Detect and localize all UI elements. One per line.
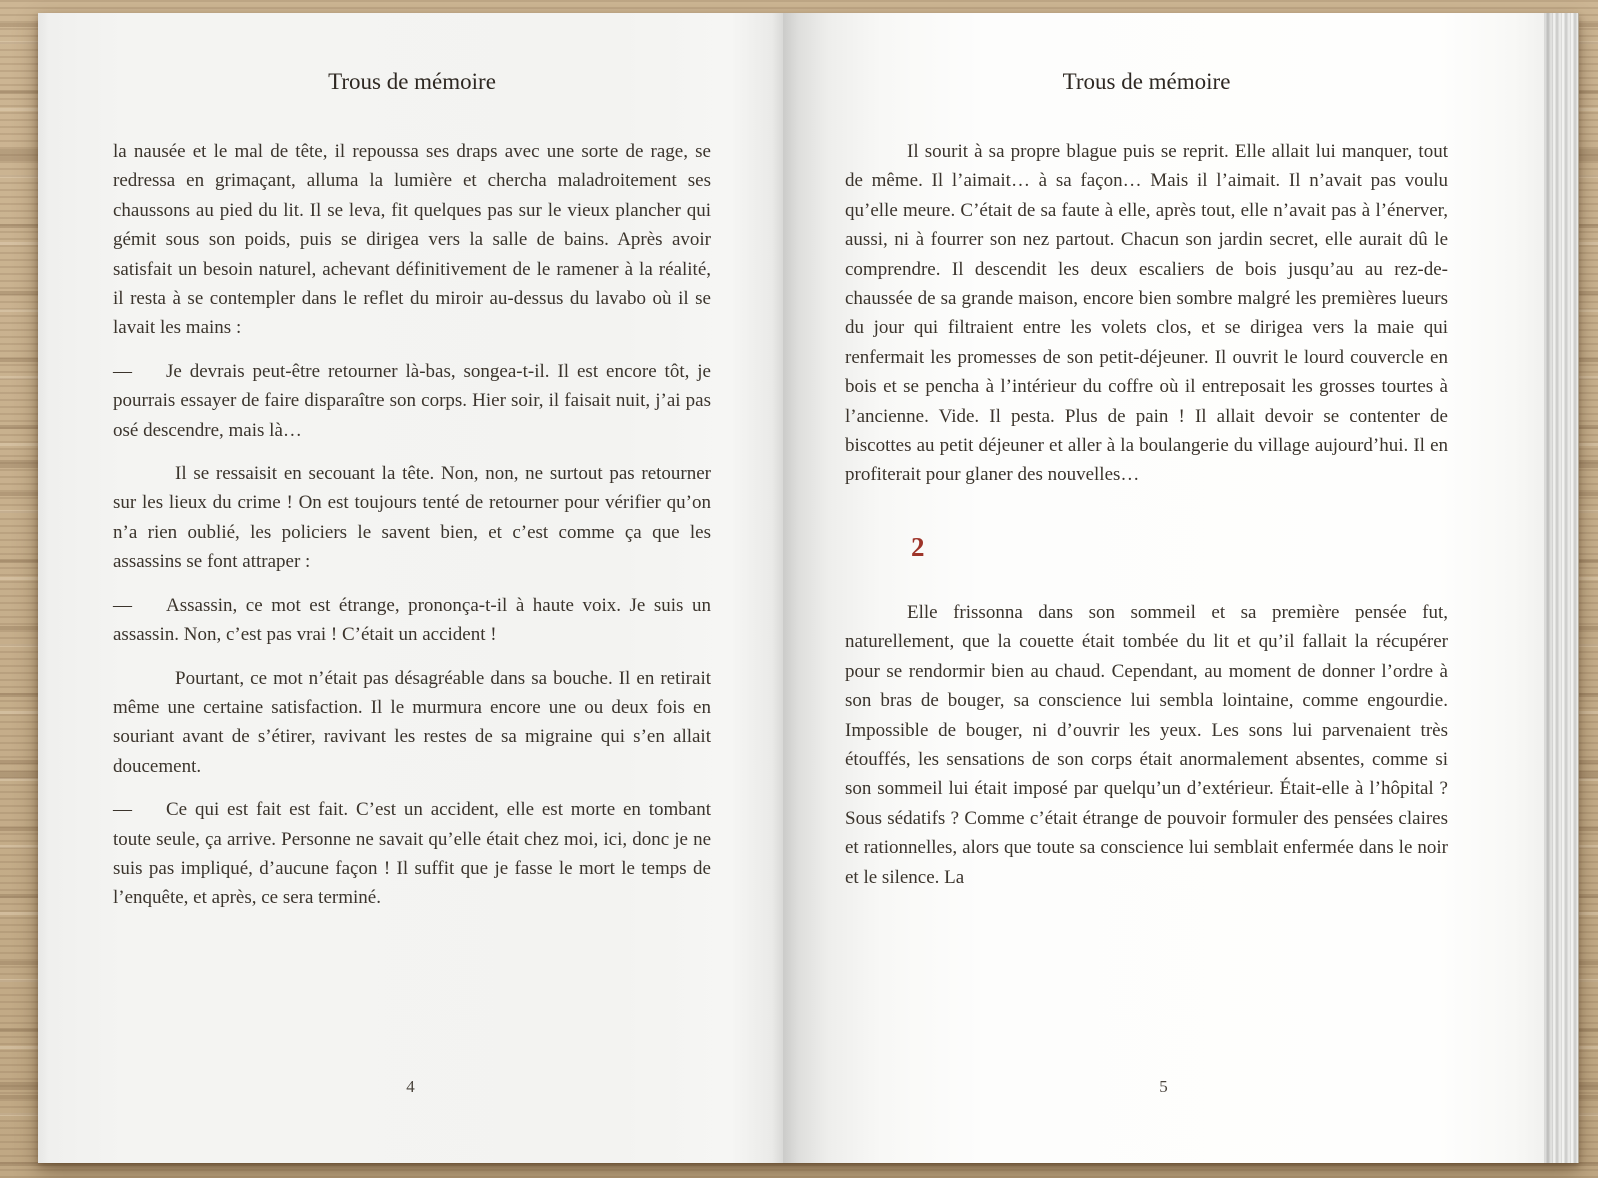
page-number-left: 4 <box>406 1077 415 1096</box>
chapter-number: 2 <box>911 531 925 562</box>
page-right[interactable] <box>783 13 1544 1163</box>
page-right-content <box>783 13 1544 1163</box>
paragraph: la nausée et le mal de tête, il repoussa ses draps avec une sorte de rage, se redressa en grimaçant, alluma la lumière et chercha maladroitement ses chaussons au pied du lit. Il se leva, fit quelques pas sur le vieux plancher qui gémit sous son poids, puis se dirigea vers la salle de bains. Après avoir satisfait un besoin naturel, achevant définitivement de le ramener à la réalité, il resta à se contempler dans le reflet du miroir au-dessus du lavabo où il se lavait les mains : <box>113 141 711 339</box>
paragraph: — Assassin, ce mot est étrange, prononça-t-il à haute voix. Je suis un assassin. Non, c’est pas vrai ! C’était un accident ! <box>113 591 711 650</box>
page-left-content <box>38 13 783 1163</box>
page-left-body <box>113 137 711 913</box>
dialogue-dash: — <box>113 594 132 616</box>
page-right-body <box>845 137 1448 892</box>
dialogue-dash: — <box>113 799 132 821</box>
running-header-right: Trous de mémoire <box>1062 69 1231 94</box>
dialogue-dash: — <box>113 360 132 382</box>
paragraph: Il sourit à sa propre blague puis se reprit. Elle allait lui manquer, tout de même. Il l’aimait… à sa façon… Mais il l’aimait. Il n’avait pas voulu qu’elle meure. C’était de sa faute à elle, après tout, elle n’avait pas à l’énerver, aussi, ni à fourrer son nez partout. Chacun son jardin secret, elle aurait dû le comprendre. Il descendit les deux escaliers de bois jusqu’au au rez-de-chaussée de sa grande maison, encore bien sombre malgré les premières lueurs du jour qui filtraient entre les volets clos, et se dirigea vers la maie qui renfermait les promesses de son petit-déjeuner. Il ouvrit le lourd couvercle en bois et se pencha à l’intérieur du coffre où il entreposait les grosses tourtes à l’ancienne. Vide. Il pesta. Plus de pain ! Il allait devoir se contenter de biscottes au petit déjeuner et aller à la boulangerie du village aujourd’hui. Il en profiterait pour glaner des nouvelles… <box>845 141 1448 486</box>
running-header-left: Trous de mémoire <box>328 69 496 94</box>
page-stack-edge[interactable] <box>1544 13 1579 1163</box>
paragraph: — Ce qui est fait est fait. C’est un accident, elle est morte en tombant toute seule, ça arrive. Personne ne savait qu’elle était chez moi, ici, donc je ne suis pas impliqué, d’aucune façon ! Il suffit que je fasse le mort le temps de l’enquête, et après, ce sera terminé. <box>113 795 711 913</box>
open-book <box>38 13 1579 1163</box>
paragraph: Il se ressaisit en secouant la tête. Non, non, ne surtout pas retourner sur les lieux du crime ! On est toujours tenté de retourner pour vérifier qu’on n’a rien oublié, les policiers le savent bien, et c’est comme ça que les assassins se font attraper : <box>113 463 711 573</box>
paragraph: Elle frissonna dans son sommeil et sa première pensée fut, naturellement, que la couette était tombée du lit et qu’il fallait la récupérer pour se rendormir bien au chaud. Cependant, au moment de donner l’ordre à son bras de bouger, sa conscience lui sembla lointaine, comme engourdie. Impossible de bouger, ni d’ouvrir les yeux. Les sons lui parvenaient très étouffés, les sensations de son corps était anormalement absentes, comme si son sommeil lui était imposé par quelqu’un d’extérieur. Était-elle à l’hôpital ? Sous sédatifs ? Comme c’était étrange de pouvoir formuler des pensées claires et rationnelles, alors que toute sa conscience lui semblait enfermée dans le noir et le silence. La <box>845 601 1448 888</box>
paragraph: Pourtant, ce mot n’était pas désagréable dans sa bouche. Il en retirait même une certaine satisfaction. Il le murmura encore une ou deux fois en souriant avant de s’étirer, ravivant les restes de sa migraine qui s’en allait doucement. <box>113 667 711 777</box>
paragraph: — Je devrais peut-être retourner là-bas, songea-t-il. Il est encore tôt, je pourrais essayer de faire disparaître son corps. Hier soir, il faisait nuit, j’ai pas osé descendre, mais là… <box>113 357 711 445</box>
page-left[interactable] <box>38 13 783 1163</box>
page-number-right: 5 <box>1159 1077 1168 1096</box>
